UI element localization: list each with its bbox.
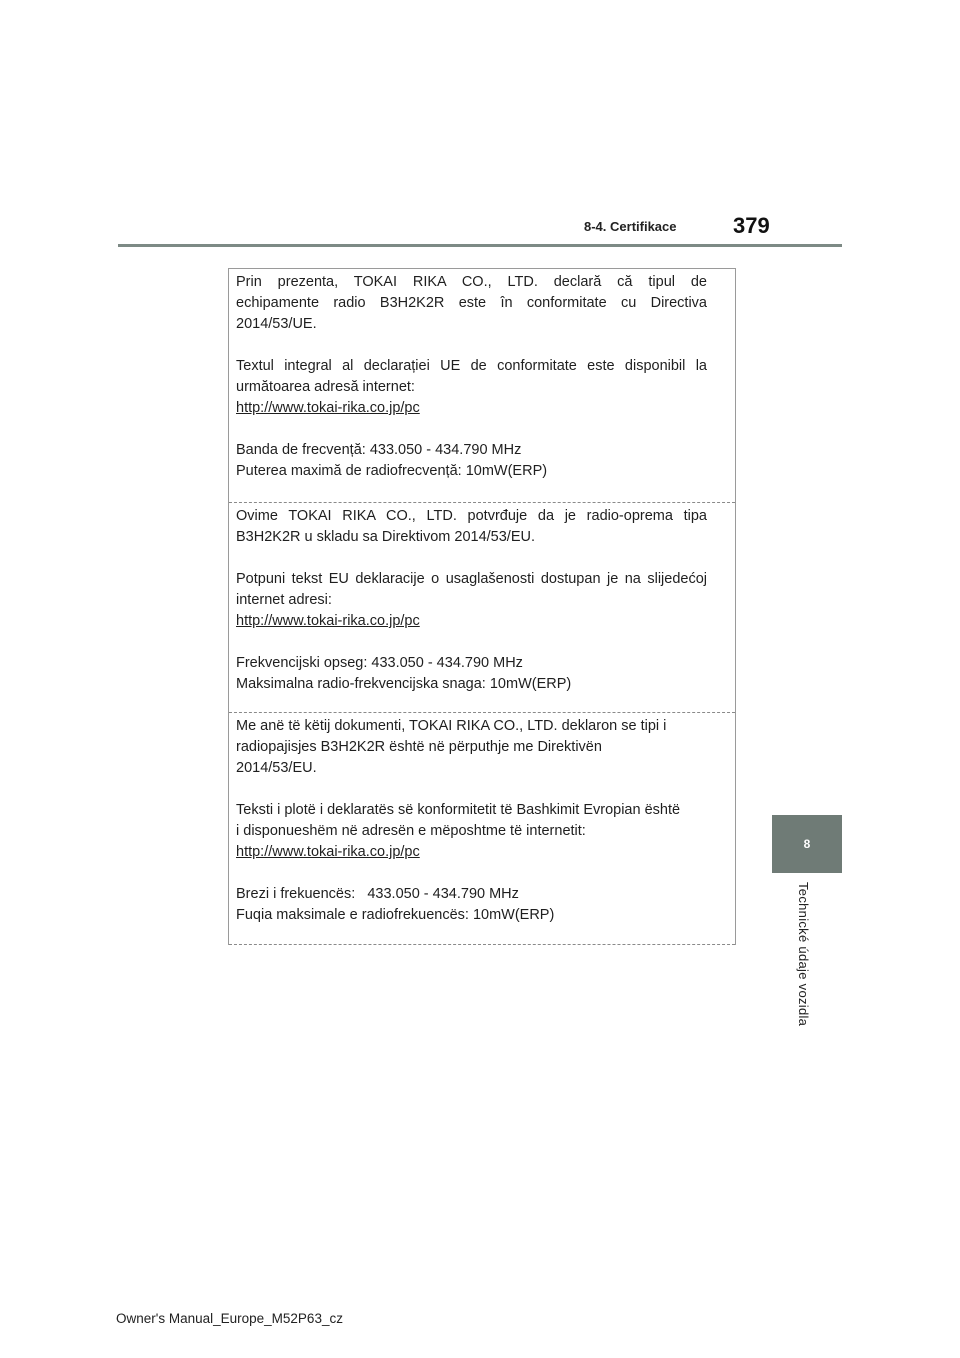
declaration-link[interactable]: http://www.tokai-rika.co.jp/pc [236, 400, 420, 416]
declaration-section-me [229, 503, 735, 713]
max-power: Puterea maximă de radiofrecvență: 10mW(ERP) [236, 463, 548, 479]
text-line: internet adresi: [236, 592, 332, 608]
declaration-box [228, 268, 736, 945]
max-power: Maksimalna radio-frekvencijska snaga: 10mW(ERP) [236, 676, 572, 692]
chapter-tab[interactable] [772, 815, 842, 873]
declaration-section-al [229, 713, 735, 945]
chapter-side-title: Technické údaje vozidla [796, 882, 811, 1027]
intro-line: 2014/53/EU. [236, 760, 317, 776]
declaration-section-ro [229, 269, 735, 503]
chapter-number: 8 [803, 837, 811, 851]
header-rule [118, 244, 842, 247]
intro-line: Me anë të këtij dokumenti, TOKAI RIKA CO., LTD. deklaron se tipi i [236, 718, 667, 734]
text-line: i disponueshëm në adresën e mëposhtme të internetit: [236, 823, 586, 839]
declaration-link[interactable]: http://www.tokai-rika.co.jp/pc [236, 613, 420, 629]
text-line: Textul integral al declarației UE de conformitate este disponibil la [236, 358, 707, 374]
text-line: Potpuni tekst EU deklaracije o usaglašenosti dostupan je na slijedećoj [236, 571, 707, 587]
header-section-title: 8-4. Certifikace [584, 219, 677, 234]
frequency-band: Banda de frecvență: 433.050 - 434.790 MHz [236, 442, 522, 458]
page-number: 379 [733, 213, 770, 238]
text-line: următoarea adresă internet: [236, 379, 415, 395]
intro-line: Ovime TOKAI RIKA CO., LTD. potvrđuje da je radio-oprema tipa [236, 508, 707, 524]
frequency-band: Frekvencijski opseg: 433.050 - 434.790 MHz [236, 655, 523, 671]
intro-line: radiopajisjes B3H2K2R është në përputhje me Direktivën [236, 739, 602, 755]
intro-line: 2014/53/UE. [236, 316, 317, 332]
intro-line: Prin prezenta, TOKAI RIKA CO., LTD. declară că tipul de [236, 274, 707, 290]
max-power: Fuqia maksimale e radiofrekuencës: 10mW(ERP) [236, 907, 555, 923]
frequency-band: Brezi i frekuencës: 433.050 - 434.790 MHz [236, 886, 519, 902]
footer-manual-id: Owner's Manual_Europe_M52P63_cz [116, 1311, 343, 1326]
intro-line: B3H2K2R u skladu sa Direktivom 2014/53/EU. [236, 529, 536, 545]
text-line: Teksti i plotë i deklaratës së konformitetit të Bashkimit Evropian është [236, 802, 681, 818]
declaration-link[interactable]: http://www.tokai-rika.co.jp/pc [236, 844, 420, 860]
intro-line: echipamente radio B3H2K2R este în conformitate cu Directiva [236, 295, 707, 311]
